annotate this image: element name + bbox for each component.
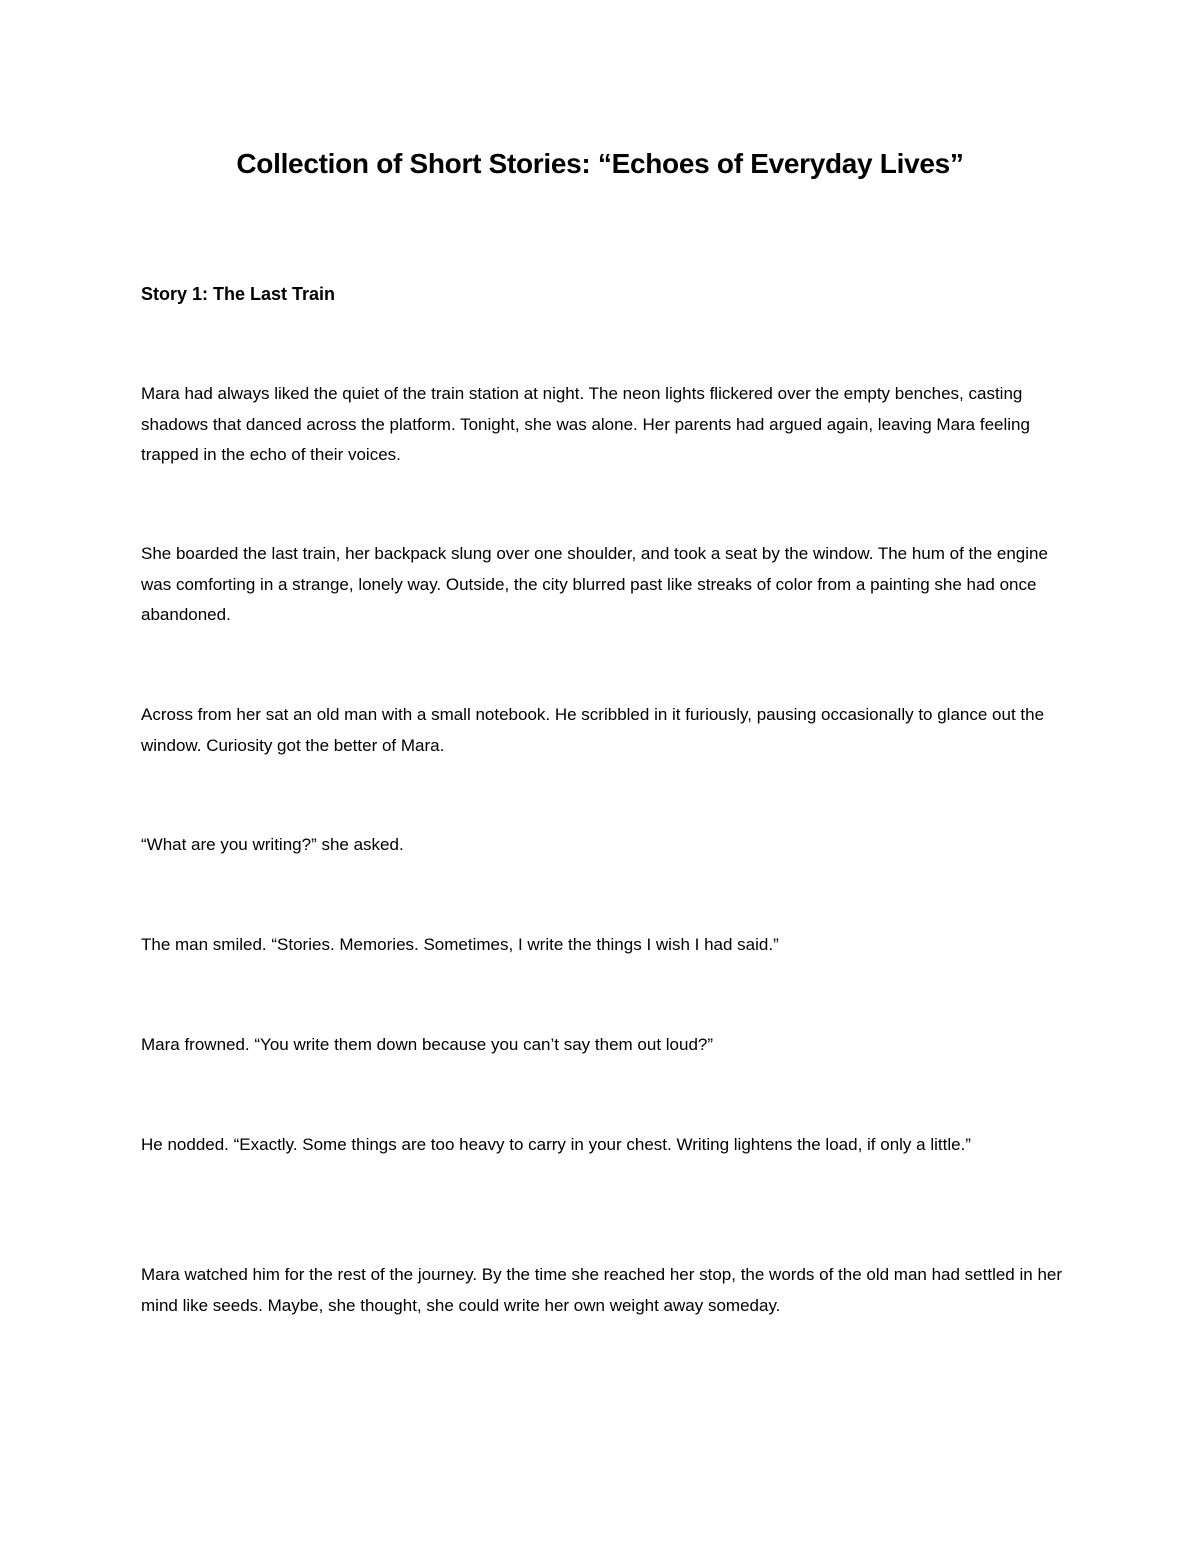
paragraph: She boarded the last train, her backpack slung over one shoulder, and took a seat by the window. The hum of the engine was comforting in a strange, lonely way. Outside, the city blurred past like streaks of color from a painting she had once abandoned. (141, 544, 1048, 624)
paragraph: Across from her sat an old man with a small notebook. He scribbled in it furiously, pausing occasionally to glance out the window. Curiosity got the better of Mara. (141, 705, 1045, 755)
paragraph: Mara had always liked the quiet of the train station at night. The neon lights flickered over the empty benches, casting shadows that danced across the platform. Tonight, she was alone. Her parents had argued again, leaving Mara feeling trapped in the echo of their voices. (141, 384, 1030, 464)
paragraph: Mara frowned. “You write them down because you can’t say them out loud?” (141, 1035, 714, 1054)
paragraph: “What are you writing?” she asked. (141, 835, 404, 854)
story-heading: Story 1: The Last Train (141, 284, 336, 304)
paragraph: Mara watched him for the rest of the journey. By the time she reached her stop, the words of the old man had settled in her mind like seeds. Maybe, she thought, she could write her own weight away someday. (141, 1265, 1063, 1315)
paragraph: He nodded. “Exactly. Some things are too heavy to carry in your chest. Writing lightens the load, if only a little.” (141, 1135, 971, 1154)
paragraph: The man smiled. “Stories. Memories. Sometimes, I write the things I wish I had said.” (141, 935, 779, 954)
document-title: Collection of Short Stories: “Echoes of Everyday Lives” (236, 148, 964, 179)
